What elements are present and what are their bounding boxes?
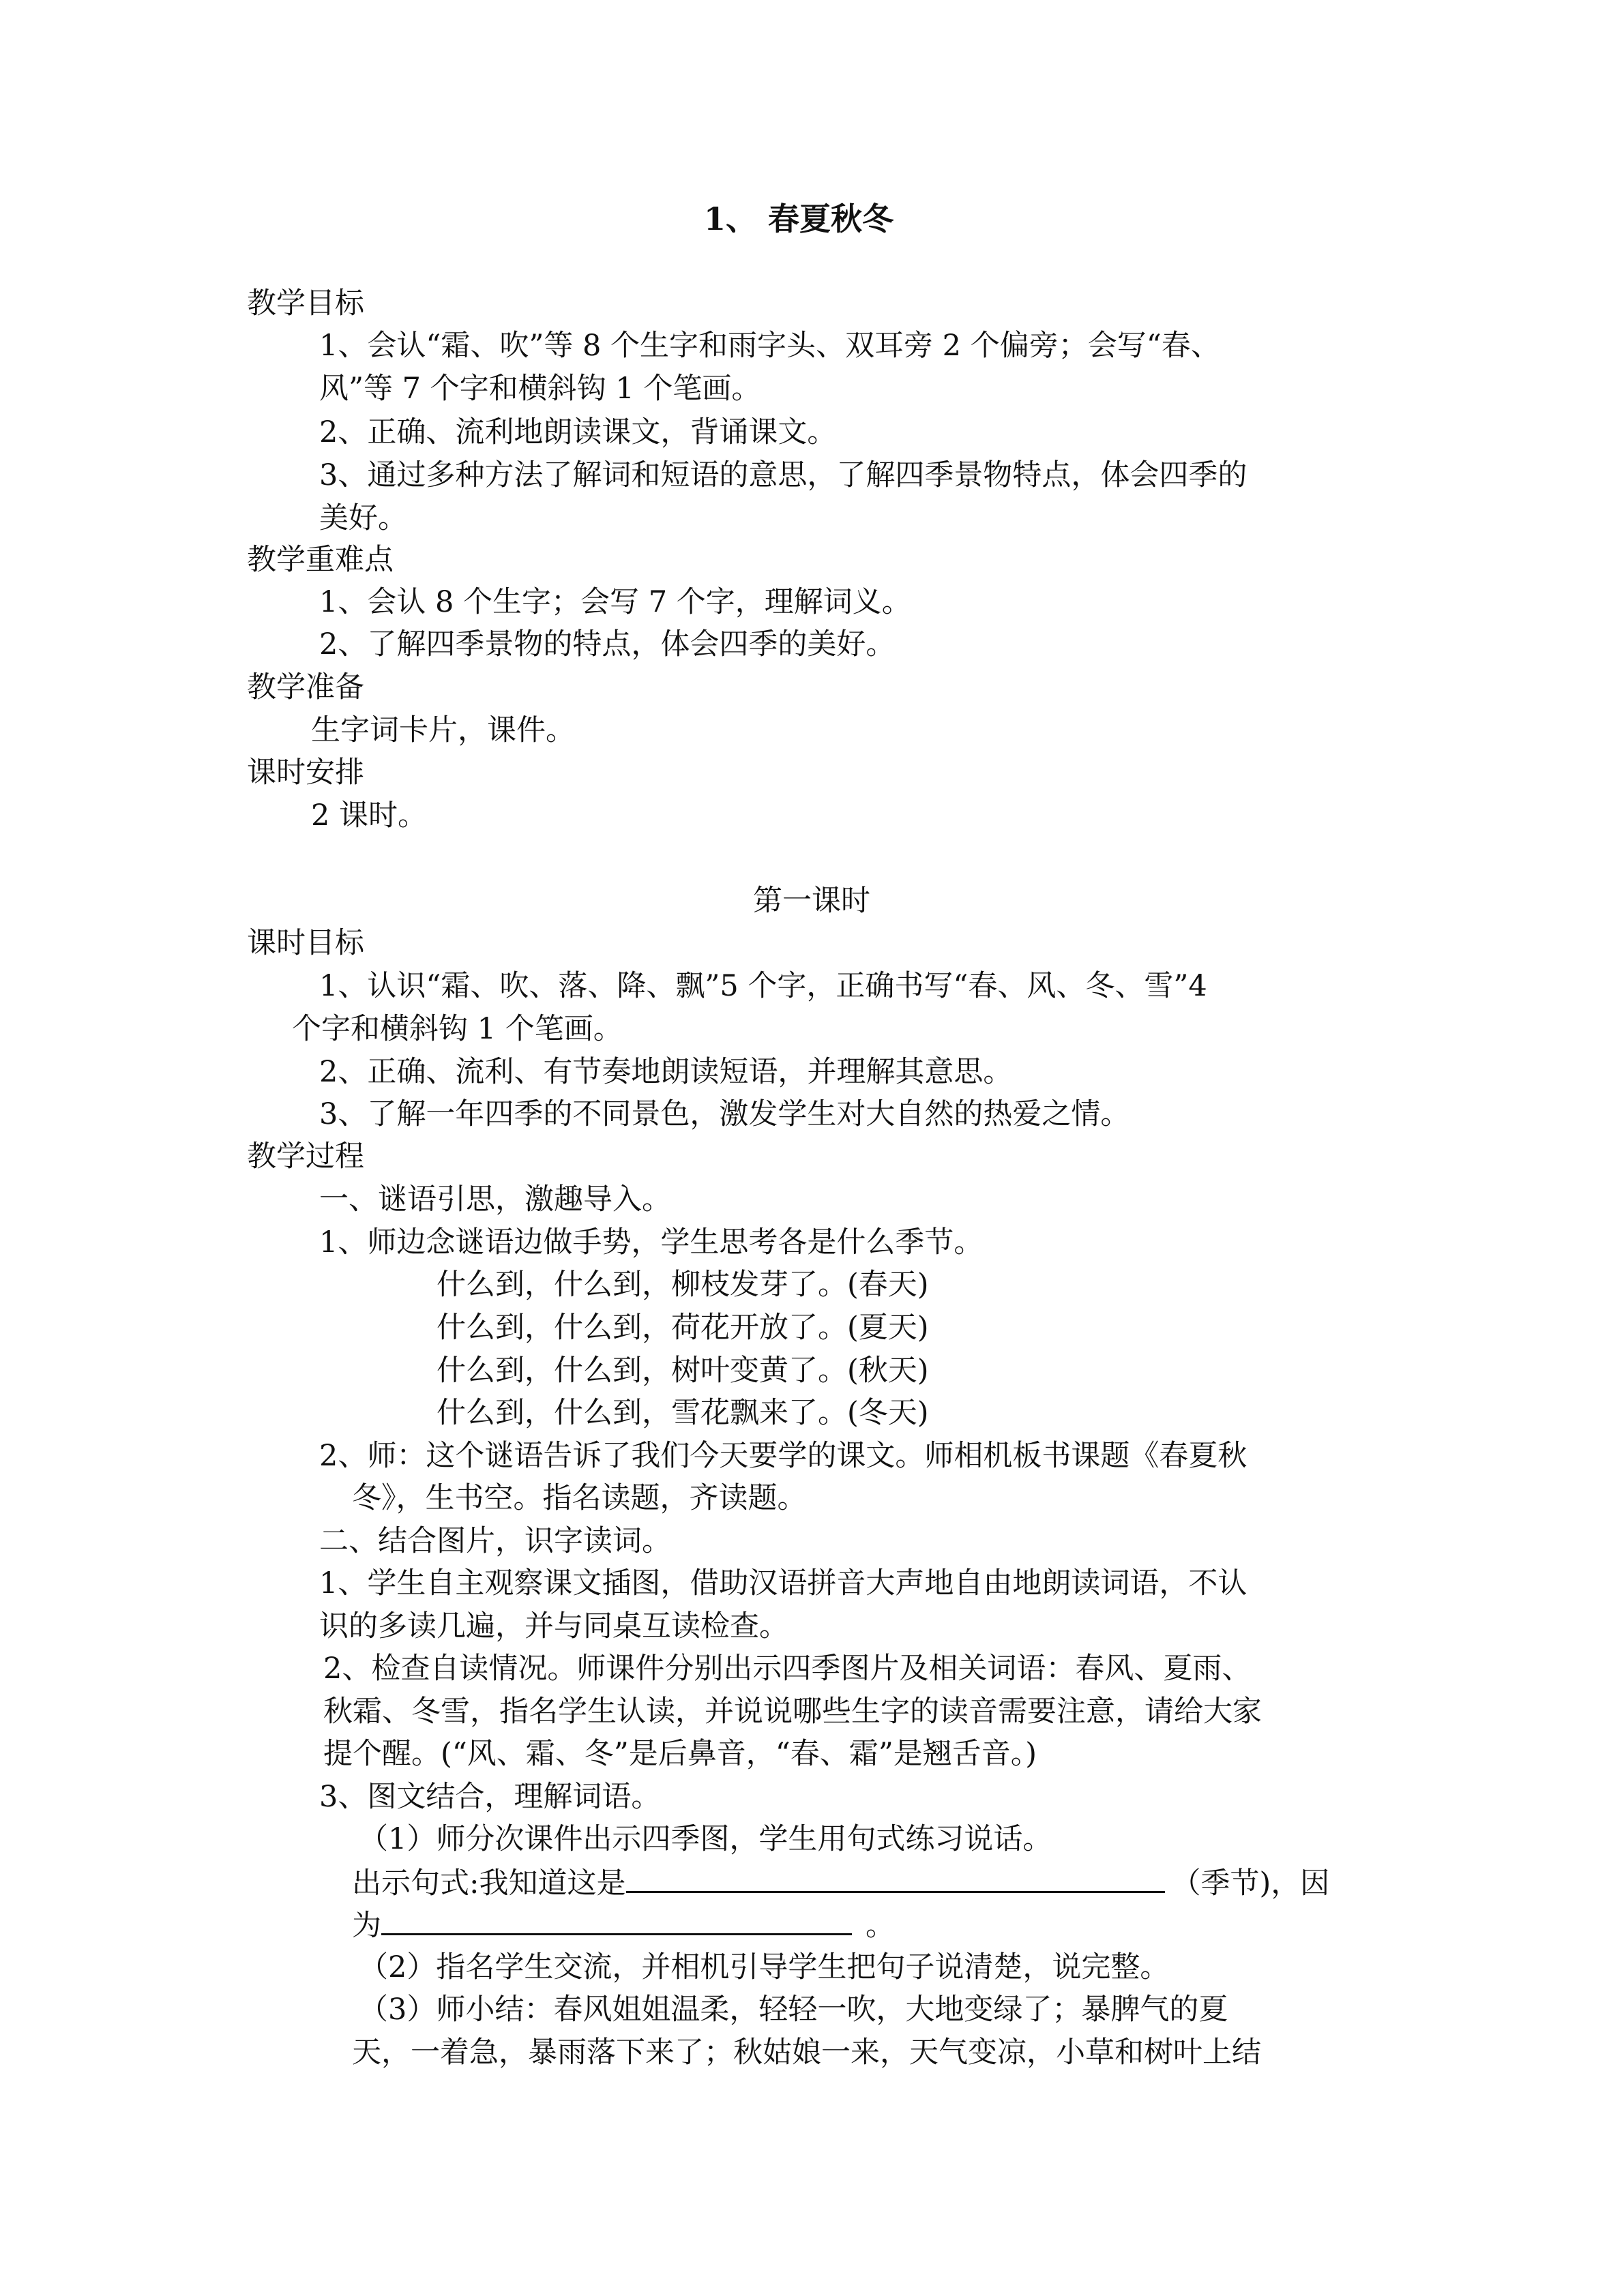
sub-item-3-line-1: （3）师小结：春风姐姐温柔，轻轻一吹，大地变绿了；暴脾气的夏 [359,1993,1228,2027]
lesson-1-heading: 第一课时 [753,884,870,918]
preparation-heading: 教学准备 [247,670,364,704]
sub-item-2: （2）指名学生交流，并相机引导学生把句子说清楚，说完整。 [359,1950,1170,1984]
sentence-pattern-line-2 [352,1903,895,1947]
objective-3-line-2: 美好。 [319,501,407,535]
sub-item-3-line-2: 天，一着急，暴雨落下来了；秋姑娘一来，天气变凉，小草和树叶上结 [352,2036,1261,2070]
riddle-line: 什么到，什么到，雪花飘来了。(冬天) [437,1396,929,1430]
step-1-item-2-line-1: 2、师：这个谜语告诉了我们今天要学的课文。师相机板书课题《春夏秋 [319,1439,1247,1473]
objectives-heading: 教学目标 [247,286,364,320]
step-2-title: 二、结合图片，识字读词。 [319,1524,671,1558]
page-title: 1、 春夏秋冬 [704,200,894,237]
step-1-title: 一、谜语引思，激趣导入。 [319,1182,671,1217]
lesson-goal-1-line-1: 1、认识“霜、吹、落、降、飘”5 个字，正确书写“春、风、冬、雪”4 [319,969,1207,1003]
riddle-line: 什么到，什么到，柳枝发芽了。(春天) [437,1268,929,1302]
lesson-goal-1-line-2: 个字和横斜钩 1 个笔画。 [292,1012,623,1046]
process-heading: 教学过程 [247,1139,364,1174]
step-2-item-2-line-3: 提个醒。(“风、霜、冬”是后鼻音，“春、霜”是翘舌音。) [323,1737,1037,1771]
step-1-item-2-line-2: 冬》，生书空。指名读题，齐读题。 [352,1481,807,1515]
reason-blank [381,1903,852,1935]
lesson-goal-2: 2、正确、流利、有节奏地朗读短语，并理解其意思。 [319,1055,1013,1089]
objective-2: 2、正确、流利地朗读课文，背诵课文。 [319,415,837,449]
season-blank [626,1861,1165,1893]
step-1-item-1: 1、师边念谜语边做手势，学生思考各是什么季节。 [319,1225,984,1259]
step-2-item-3: 3、图文结合，理解词语。 [319,1780,661,1814]
key-point-1: 1、会认 8 个生字；会写 7 个字，理解词义。 [319,585,911,619]
schedule-text: 2 课时。 [311,799,428,833]
objective-1-line-1: 1、会认“霜、吹”等 8 个生字和雨字头、双耳旁 2 个偏旁；会写“春、 [319,329,1220,363]
lesson-goal-3: 3、了解一年四季的不同景色，激发学生对大自然的热爱之情。 [319,1097,1130,1131]
riddle-line: 什么到，什么到，荷花开放了。(夏天) [437,1311,929,1345]
sentence-mid: （季节)，因 [1171,1866,1330,1900]
sub-item-1: （1）师分次课件出示四季图，学生用句式练习说话。 [359,1822,1052,1856]
key-point-2: 2、了解四季景物的特点，体会四季的美好。 [319,627,896,661]
key-points-heading: 教学重难点 [247,543,394,577]
sentence-end: 。 [866,1909,895,1943]
step-2-item-2-line-1: 2、检查自读情况。师课件分别出示四季图片及相关词语：春风、夏雨、 [323,1652,1252,1686]
objective-1-line-2: 风”等 7 个字和横斜钩 1 个笔画。 [319,372,761,406]
sentence-pattern-line-1 [352,1861,1329,1905]
lesson-goals-heading: 课时目标 [247,926,364,960]
riddle-line: 什么到，什么到，树叶变黄了。(秋天) [437,1354,929,1388]
step-2-item-1-line-2: 识的多读几遍，并与同桌互读检查。 [319,1609,788,1643]
sentence-prefix: 出示句式:我知道这是 [352,1866,626,1900]
sentence-line-2-prefix: 为 [352,1909,381,1943]
step-2-item-1-line-1: 1、学生自主观察课文插图，借助汉语拼音大声地自由地朗读词语，不认 [319,1566,1247,1600]
objective-3-line-1: 3、通过多种方法了解词和短语的意思，了解四季景物特点，体会四季的 [319,458,1247,492]
schedule-heading: 课时安排 [247,756,364,790]
step-2-item-2-line-2: 秋霜、冬雪，指名学生认读，并说说哪些生字的读音需要注意，请给大家 [323,1695,1262,1729]
preparation-text: 生字词卡片，课件。 [311,713,575,747]
